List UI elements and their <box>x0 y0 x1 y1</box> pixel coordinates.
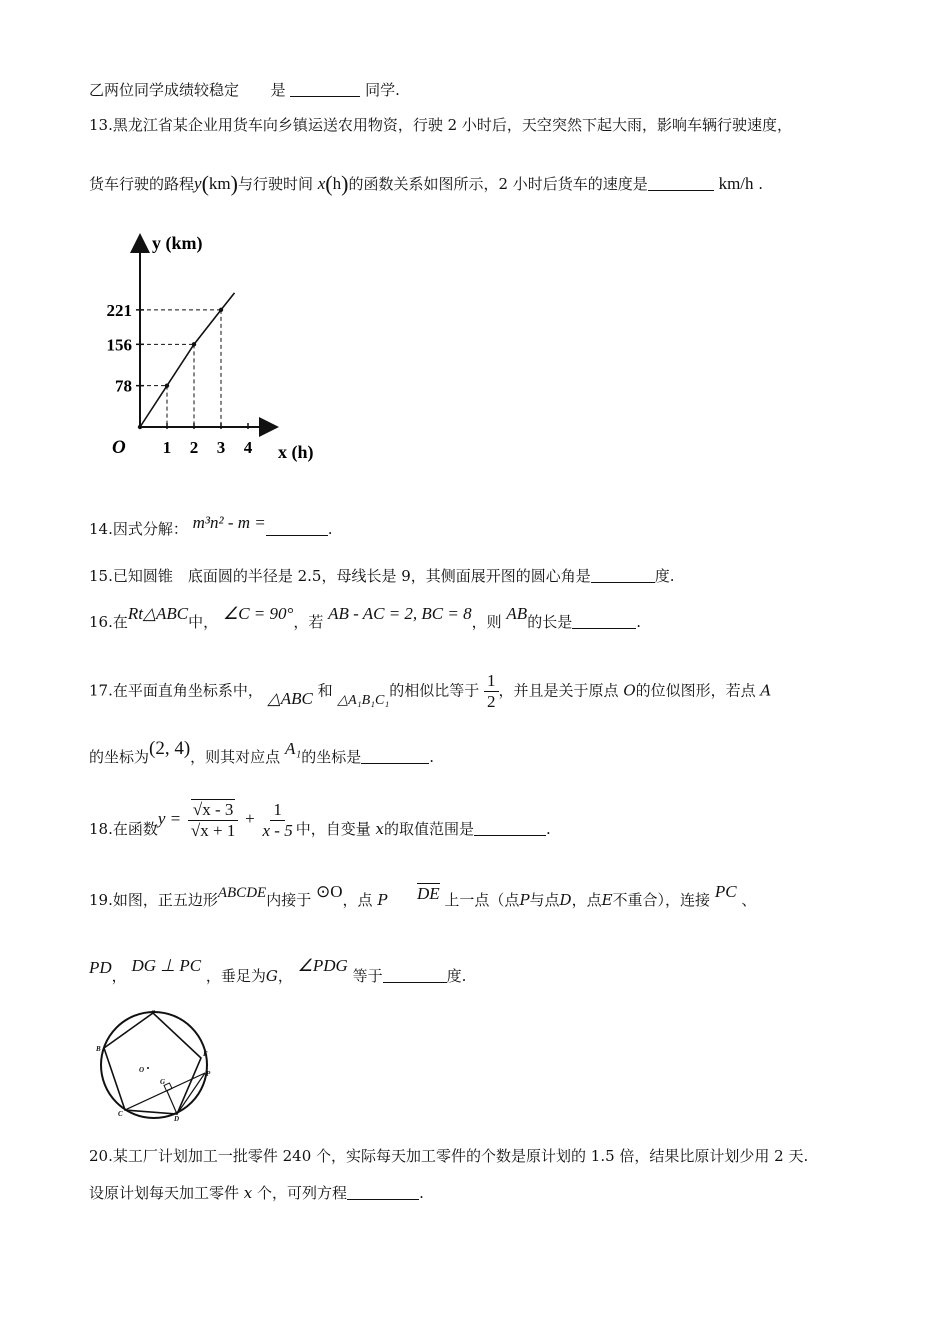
q14-expression: m³n² - m = <box>192 513 266 532</box>
x-tick-label-1: 2 <box>189 438 199 457</box>
y-tick-label-1: 156 <box>106 335 132 355</box>
q13-x-var: x <box>317 174 326 193</box>
q19-point-d: D <box>559 891 572 909</box>
q18-fraction-2 <box>260 800 296 841</box>
q16-answer-blank[interactable] <box>572 614 636 629</box>
q15-text: 15.已知圆锥 底面圆的半径是 2.5，母线长是 9，其侧面展开图的圆心角是 <box>89 567 591 585</box>
q16-end: . <box>636 613 641 631</box>
q17-text-a: 17.在平面直角坐标系中， <box>89 681 263 700</box>
q19-text-h: 、 <box>741 891 757 909</box>
q19-perpendicular: DG ⊥ PC <box>131 956 202 975</box>
q13-answer-blank[interactable] <box>648 176 714 191</box>
q19-point-p: P <box>377 891 388 909</box>
q13-km-unit: km <box>208 174 231 193</box>
q19-text-g: 不重合），连接 <box>612 891 711 909</box>
q16-ab: AB <box>506 604 528 623</box>
q20-end: . <box>419 1184 424 1202</box>
pentagon <box>104 1013 201 1114</box>
q13-text-c: 的函数关系如图所示，2 小时后货车的速度是 <box>348 175 648 193</box>
q17-text-b: 和 <box>317 681 333 700</box>
q13-speed-unit: km/h <box>718 174 754 193</box>
q19-point-e: E <box>601 891 613 909</box>
q15-end: 度. <box>654 567 675 585</box>
y-tick-label-2: 221 <box>106 300 132 320</box>
q19-text-a: 19.如图，正五边形 <box>89 891 218 909</box>
center-point <box>147 1067 149 1069</box>
q18-text-c: 的取值范围是 <box>383 820 474 838</box>
x-tick-label-0: 1 <box>162 438 172 457</box>
q20-answer-blank[interactable] <box>347 1185 419 1200</box>
q18-plus: + <box>245 809 255 828</box>
q13-text-b: 与行驶时间 <box>237 175 313 193</box>
q19-pentagon: ABCDE <box>217 885 267 901</box>
q19-pd: PD <box>89 958 112 977</box>
q17-text-d: ，并且是关于原点 <box>498 681 619 700</box>
q17-point-a1: A₁ <box>284 739 302 758</box>
q16-text-b: 中， <box>188 613 219 631</box>
q18-x: x <box>375 820 384 838</box>
data-point-1 <box>165 383 169 387</box>
right-angle-mark <box>164 1083 172 1091</box>
x-axis-label: x (h) <box>278 442 314 462</box>
label-a: A <box>151 1010 156 1015</box>
q19-text-b: 内接于 <box>266 891 312 909</box>
label-p: P <box>206 1070 211 1078</box>
q16 <box>89 604 641 632</box>
q13-text-a: 货车行驶的路程 <box>89 175 195 193</box>
x-tick-label-3: 4 <box>243 438 253 457</box>
q19-text-c: ，点 <box>342 891 373 909</box>
q18-den2: x - 5 <box>262 821 293 840</box>
q17-frac-num: 1 <box>484 671 499 692</box>
label-b: B <box>96 1045 101 1053</box>
q13-line2: 货车行驶的路程y(km)与行驶时间 x(h)的函数关系如图所示，2 小时后货车的速度是 km/h . <box>89 171 764 196</box>
series-line <box>140 293 235 427</box>
q17-line2 <box>89 738 435 767</box>
q20-line1: 20.某工厂计划加工一批零件 240 个，实际每天加工零件的个数是原计划的 1.5 倍，结果比原计划少用 2 天. <box>89 1147 809 1165</box>
q18-num1-wrap <box>188 800 239 821</box>
q17-line2-b: ，则其对应点 <box>190 748 281 766</box>
label-d: D <box>174 1115 180 1122</box>
q13-y-var: y <box>194 174 202 193</box>
q18 <box>89 800 551 841</box>
q19-point-g: G <box>265 967 278 985</box>
q14-answer-blank[interactable] <box>266 521 328 536</box>
q14 <box>89 513 333 539</box>
q19-text-i: ， <box>111 967 127 985</box>
q12-continuation <box>89 80 400 100</box>
q18-text-a: 18.在函数 <box>89 820 158 838</box>
q19-text-j: ，垂足为 <box>205 967 266 985</box>
q19-text-k: ， <box>277 967 293 985</box>
label-g: G <box>160 1078 166 1086</box>
q17-line2-a: 的坐标为 <box>89 748 150 766</box>
label-c: C <box>118 1110 123 1118</box>
q20-line2 <box>89 1183 424 1203</box>
q14-label: 14.因式分解： <box>89 520 188 538</box>
data-point-0 <box>138 425 142 429</box>
q16-text-a: 16.在 <box>89 613 128 631</box>
q16-text-c: ，若 <box>293 613 324 631</box>
q19-angle-pdg: ∠PDG <box>297 956 348 975</box>
q19-line1 <box>89 882 757 911</box>
q15-answer-blank[interactable] <box>591 568 655 583</box>
q13-line1: 13.黑龙江省某企业用货车向乡镇运送农用物资，行驶 2 小时后，天空突然下起大雨，影响车辆行驶速度， <box>89 116 792 134</box>
q17-origin: O <box>623 681 636 700</box>
q16-triangle: Rt△ABC <box>127 604 189 623</box>
q20-x: x <box>243 1184 253 1202</box>
q19-text-f: ，点 <box>571 891 602 909</box>
q18-text-b: 中，自变量 <box>295 820 371 838</box>
pentagon-circle-figure <box>92 1010 216 1122</box>
q19-text-l: 等于 <box>352 967 383 985</box>
data-point-3 <box>219 308 223 312</box>
q16-text-e: 的长是 <box>527 613 573 631</box>
q17-text-e: 的位似图形，若点 <box>635 681 756 700</box>
q20-text-b: 个，可列方程 <box>257 1184 348 1202</box>
q20-text-a: 设原计划每天加工零件 <box>89 1184 240 1202</box>
segment-dg <box>167 1091 177 1114</box>
q18-answer-blank[interactable] <box>474 821 546 836</box>
q17-point-a: A <box>760 681 772 700</box>
q17-line2-c: 的坐标是 <box>301 748 362 766</box>
q16-angle: ∠C = 90° <box>222 604 294 623</box>
label-o: O <box>139 1066 145 1074</box>
q19-arc-de: DE <box>416 884 440 903</box>
axis-ticks <box>107 301 253 457</box>
q17-fraction <box>484 671 499 712</box>
y-axis-label: y (km) <box>152 233 203 253</box>
q19-pc: PC <box>714 882 737 901</box>
q19-text-e: 与点 <box>529 891 560 909</box>
q15 <box>89 566 675 586</box>
q12-text: 乙两位同学成绩较稳定 <box>89 81 240 99</box>
q17-triangle-a1b1c1: △A₁B₁C₁ <box>337 692 390 708</box>
q17-triangle-abc: △ABC <box>267 688 313 708</box>
q12-answer-blank[interactable] <box>290 82 360 97</box>
origin-label: O <box>112 437 126 458</box>
q16-text-d: ，则 <box>471 613 502 631</box>
q17-coordinate: (2, 4) <box>149 738 191 759</box>
q19-line2 <box>89 956 467 986</box>
q18-end: . <box>546 820 551 838</box>
q19-end: 度. <box>446 967 467 985</box>
q18-num1: √x - 3 <box>192 800 234 819</box>
q14-end: . <box>327 520 333 538</box>
q12-text-c: 同学. <box>365 81 400 99</box>
q12-text-b: 是 <box>270 81 286 99</box>
x-tick-label-2: 3 <box>216 438 226 457</box>
q19-point-p2: P <box>519 891 530 909</box>
q19-text-d: 上一点（点 <box>444 891 520 909</box>
q17-end: . <box>429 748 435 766</box>
label-e: E <box>203 1050 208 1058</box>
data-point-2 <box>192 342 196 346</box>
q13-end: . <box>758 175 764 193</box>
circle-o <box>101 1012 207 1118</box>
q16-condition: AB - AC = 2, BC = 8 <box>328 604 472 623</box>
q18-num2: 1 <box>270 800 285 821</box>
q18-fraction-1 <box>186 800 240 841</box>
q17-frac-den: 2 <box>487 692 496 711</box>
q19-circle: ⊙O <box>315 882 343 901</box>
y-tick-label-0: 78 <box>115 376 132 396</box>
q18-den1: √x + 1 <box>190 821 236 840</box>
q17-answer-blank[interactable] <box>361 749 429 764</box>
q18-den1-wrap <box>186 821 240 841</box>
q13-h-unit: h <box>332 174 342 193</box>
q18-y: y = <box>157 809 182 828</box>
q17-text-c: 的相似比等于 <box>389 681 480 700</box>
distance-time-graph <box>100 225 340 470</box>
q17-line1 <box>89 671 771 712</box>
q19-answer-blank[interactable] <box>383 968 447 983</box>
